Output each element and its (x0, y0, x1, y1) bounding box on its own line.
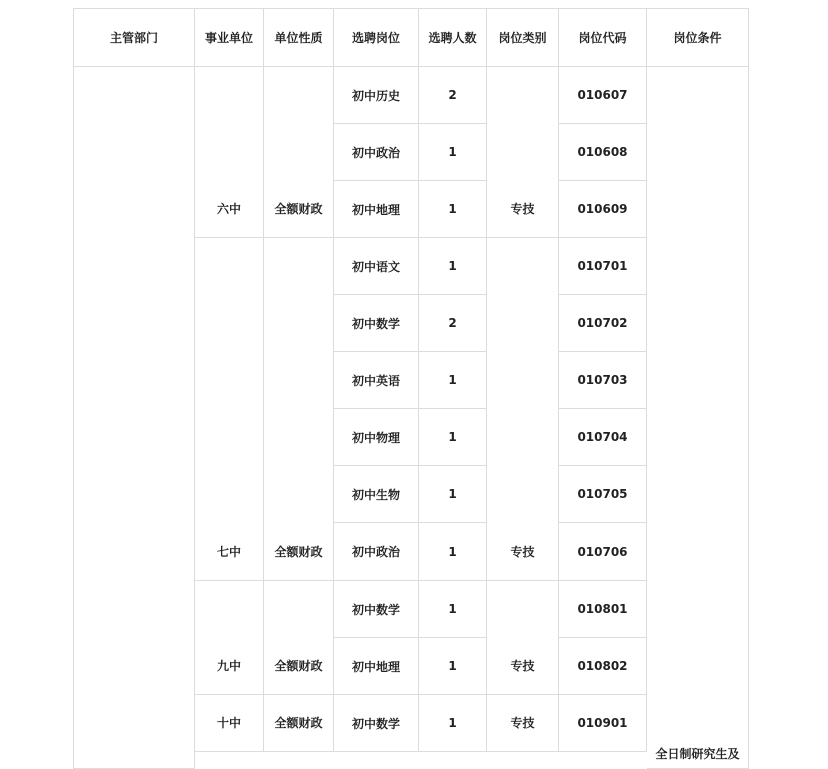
unit-name-cell: 七中 (195, 238, 264, 581)
post-count-cell: 1 (419, 695, 487, 752)
post-name-cell: 初中政治 (334, 124, 419, 181)
unit-nature-cell: 全额财政 (264, 238, 334, 581)
recruitment-table (73, 8, 749, 769)
post-category-cell: 专技 (487, 67, 559, 238)
post-count-cell: 1 (419, 466, 487, 523)
post-code-cell: 010704 (559, 409, 647, 466)
post-code-cell: 010801 (559, 581, 647, 638)
post-name-cell: 初中语文 (334, 238, 419, 295)
post-name-cell: 初中英语 (334, 352, 419, 409)
post-category-cell: 专技 (487, 238, 559, 581)
header-cell: 岗位代码 (559, 9, 647, 67)
post-code-cell: 010609 (559, 181, 647, 238)
post-name-cell: 初中历史 (334, 67, 419, 124)
header-cell: 选聘人数 (419, 9, 487, 67)
post-name-cell: 初中物理 (334, 409, 419, 466)
post-code-cell: 010701 (559, 238, 647, 295)
post-code-cell: 010802 (559, 638, 647, 695)
post-count-cell: 1 (419, 238, 487, 295)
post-count-cell: 1 (419, 581, 487, 638)
post-condition-cell: 全日制研究生及 (647, 67, 749, 769)
post-count-cell: 1 (419, 352, 487, 409)
header-cell: 选聘岗位 (334, 9, 419, 67)
post-count-cell: 1 (419, 523, 487, 581)
post-name-cell: 初中数学 (334, 295, 419, 352)
post-count-cell: 1 (419, 124, 487, 181)
post-code-cell: 010703 (559, 352, 647, 409)
post-count-cell: 1 (419, 409, 487, 466)
post-name-cell: 初中数学 (334, 581, 419, 638)
header-cell: 单位性质 (264, 9, 334, 67)
post-count-cell: 2 (419, 295, 487, 352)
post-code-cell: 010706 (559, 523, 647, 581)
post-name-cell: 初中地理 (334, 181, 419, 238)
post-name-cell: 初中数学 (334, 695, 419, 752)
post-count-cell: 1 (419, 181, 487, 238)
post-code-cell: 010705 (559, 466, 647, 523)
header-cell: 岗位类别 (487, 9, 559, 67)
unit-nature-cell: 全额财政 (264, 581, 334, 695)
post-count-cell: 2 (419, 67, 487, 124)
unit-name-cell: 六中 (195, 67, 264, 238)
post-code-cell: 010901 (559, 695, 647, 752)
header-cell: 主管部门 (74, 9, 195, 67)
unit-name-cell: 九中 (195, 581, 264, 695)
unit-name-cell: 十中 (195, 695, 264, 752)
post-name-cell: 初中生物 (334, 466, 419, 523)
post-count-cell: 1 (419, 638, 487, 695)
post-code-cell: 010608 (559, 124, 647, 181)
post-category-cell: 专技 (487, 581, 559, 695)
department-cell (74, 67, 195, 769)
post-code-cell: 010607 (559, 67, 647, 124)
header-cell: 事业单位 (195, 9, 264, 67)
post-name-cell: 初中地理 (334, 638, 419, 695)
post-name-cell: 初中政治 (334, 523, 419, 581)
unit-nature-cell: 全额财政 (264, 695, 334, 752)
unit-nature-cell: 全额财政 (264, 67, 334, 238)
post-category-cell: 专技 (487, 695, 559, 752)
header-cell: 岗位条件 (647, 9, 749, 67)
post-code-cell: 010702 (559, 295, 647, 352)
